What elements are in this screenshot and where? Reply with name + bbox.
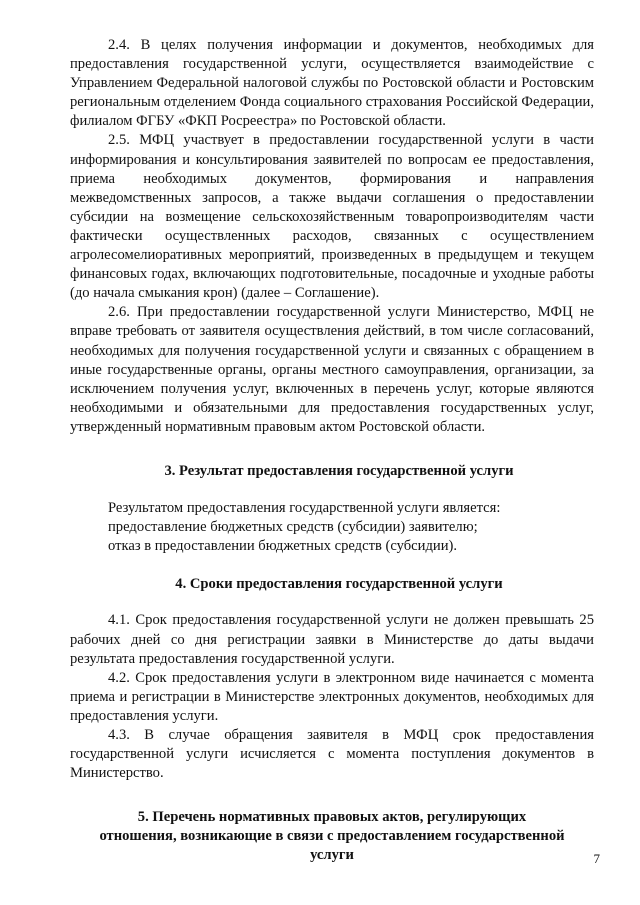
paragraph-4-1: 4.1. Срок предоставления государственной услуги не должен превышать 25 рабочих дней со дня регистрации заявки в Министерстве до даты выдачи результата предоставления государственной услуги. <box>70 612 594 667</box>
paragraph-2-6: 2.6. При предоставлении государственной услуги Министерство, МФЦ не вправе требовать от заявителя осуществления действий, в том числе согласований, необходимых для получения государственной услуги и связанных с обращением в иные государственные органы, органы местного самоуправления, организации, за исключением получения услуг, включенных в перечень услуг, которые являются необходимыми и обязательными для предоставления государственных услуг, утвержденный нормативным правовым актом Ростовской области. <box>70 304 594 435</box>
paragraph-2-5: 2.5. МФЦ участвует в предоставлении государственной услуги в части информирования и консультирования заявителей по вопросам ее предоставления, приема необходимых документов, формирования и направления межведомственных запросов, а также выдачи соглашения о предоставлении субсидии на возмещение сельскохозяйственным товаропроизводителям части фактически осуществленных расходов, связанных с осуществлением агролесомелиоративных мероприятий, произведенных в предыдущем и текущем финансовых годах, включающих подготовительные, посадочные и уходные работы (до начала смыкания крон) (далее – Соглашение). <box>70 132 594 302</box>
document-page <box>70 36 594 865</box>
section-5-heading-line: отношения, возникающие в связи с предоставлением государственной <box>99 828 565 845</box>
section-3-list <box>70 499 594 556</box>
section-5-heading-line: услуги <box>310 847 354 864</box>
section-3-line: отказ в предоставлении бюджетных средств (субсидии). <box>108 538 458 555</box>
paragraph-4-3: 4.3. В случае обращения заявителя в МФЦ срок предоставления государственной услуги исчисляется с момента поступления документов в Министерство. <box>70 727 594 782</box>
page-number: 7 <box>593 851 600 866</box>
section-3-heading: 3. Результат предоставления государственной услуги <box>164 462 514 479</box>
paragraph-4-2: 4.2. Срок предоставления услуги в электронном виде начинается с момента приема и регистрации в Министерстве электронных документов, необходимых для предоставления услуги. <box>70 669 594 724</box>
section-4-heading: 4. Сроки предоставления государственной услуги <box>175 576 503 593</box>
section-5-heading <box>70 808 594 865</box>
section-3-line: Результатом предоставления государственной услуги является: <box>108 500 501 517</box>
section-5-heading-line: 5. Перечень нормативных правовых актов, регулирующих <box>137 809 527 826</box>
section-3-line: предоставление бюджетных средств (субсидии) заявителю; <box>108 519 478 536</box>
paragraph-2-4: 2.4. В целях получения информации и документов, необходимых для предоставления государственной услуги, осуществляется взаимодействие с Управлением Федеральной налоговой службы по Ростовской области и Ростовским региональным отделением Фонда социального страхования Российской Федерации, филиалом ФГБУ «ФКП Росреестра» по Ростовской области. <box>70 37 594 130</box>
